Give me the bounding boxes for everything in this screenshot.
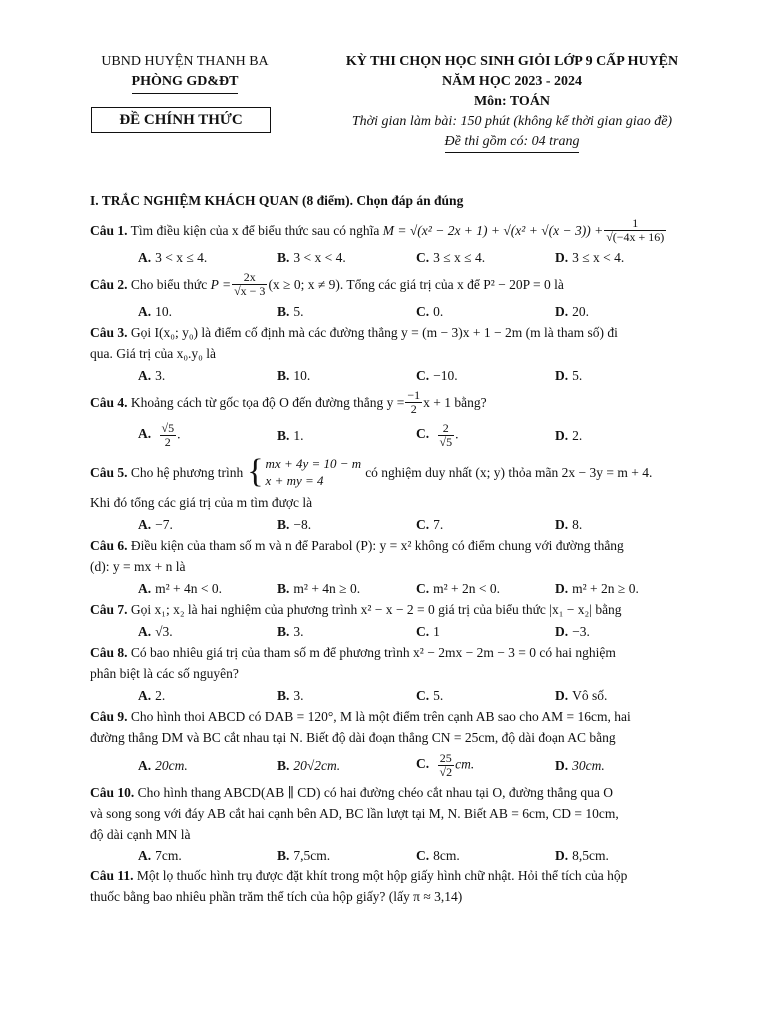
option-b[interactable]: B. m² + 4n ≥ 0. — [277, 580, 361, 596]
option-a[interactable]: A. m² + 4n < 0. — [138, 580, 223, 596]
fraction — [604, 217, 666, 244]
question-6-line-2: (d): y = mx + n là — [90, 559, 186, 574]
option-c[interactable]: C. 8cm. — [416, 847, 460, 863]
official-stamp-box: ĐỀ CHÍNH THỨC — [91, 107, 271, 133]
option-c[interactable]: C. $\frac{25}{√2}$ cm. — [416, 750, 475, 779]
question-3-line-2: qua. Giá trị của x₀.y₀ là — [90, 346, 216, 361]
answer-options — [90, 620, 714, 642]
equation-1: mx + 4y = 10 − m — [265, 456, 362, 471]
option-a[interactable]: A. $\frac{√5}{2}$ . — [138, 420, 181, 449]
fraction-numerator: −1 — [407, 387, 421, 402]
option-d[interactable]: D. Vô số. — [555, 687, 608, 703]
answer-options — [90, 513, 714, 535]
option-c[interactable]: C. 1 — [416, 623, 440, 639]
question-11-line-2: thuốc bằng bao nhiêu phần trăm thể tích của hộp giấy? (lấy π ≈ 3,14) — [90, 889, 463, 904]
fraction-denominator: √x − 3 — [234, 283, 266, 298]
option-b[interactable]: B. 1. — [277, 427, 304, 443]
option-c[interactable]: C. −10. — [416, 367, 458, 383]
option-b[interactable]: B. 20√2cm. — [277, 757, 341, 773]
subject: Môn: TOÁN — [473, 94, 551, 109]
question-8-line-2: phân biệt là các số nguyên? — [90, 666, 239, 681]
answer-options — [90, 364, 714, 386]
question-label: Câu 3. — [90, 325, 128, 340]
formula: M = √(x² − 2x + 1) + √(x² + √(x − 3)) + — [382, 222, 604, 238]
question-line-1: Gọi I(x₀; y₀) là điểm cố định mà các đường thẳng y = (m − 3)x + 1 − 2m (m là tham số) đi — [130, 325, 618, 340]
question-9 — [90, 706, 714, 727]
option-a[interactable]: A. 20cm. — [138, 757, 188, 773]
question-line-1: Cho hình thang ABCD(AB ∥ CD) có hai đường chéo cắt nhau tại O, đường thẳng qua O — [137, 785, 613, 800]
option-b[interactable]: B. 3. — [277, 687, 304, 703]
option-d[interactable]: D. 2. — [555, 427, 583, 443]
answer-options — [90, 845, 714, 865]
section-title: I. TRẮC NGHIỆM KHÁCH QUAN (8 điểm). Chọn đáp án đúng — [90, 193, 464, 208]
question-11 — [90, 865, 714, 886]
option-a[interactable]: A. 3 < x ≤ 4. — [138, 249, 208, 265]
question-10-line-2: và song song với đáy AB cắt hai cạnh bên AD, BC lần lượt tại M, N. Biết AB = 6cm, CD = 10cm, — [90, 806, 619, 821]
header-right — [300, 52, 724, 153]
school-year: NĂM HỌC 2023 - 2024 — [442, 74, 582, 89]
fraction — [405, 389, 422, 416]
option-d[interactable]: D. 20. — [555, 303, 589, 319]
org-name: UBND HUYỆN THANH BA — [101, 54, 269, 69]
question-label: Câu 6. — [90, 538, 128, 553]
option-b[interactable]: B. 10. — [277, 367, 311, 383]
option-a[interactable]: A. 7cm. — [138, 847, 182, 863]
equation-system: { mx + 4y = 10 − m x + my = 4 — [247, 453, 362, 490]
question-line-1: Cho hình thoi ABCD có DAB = 120°, M là một điểm trên cạnh AB sao cho AM = 16cm, hai — [130, 709, 631, 724]
question-label: Câu 8. — [90, 645, 128, 660]
option-a[interactable]: A. 10. — [138, 303, 172, 319]
option-c[interactable]: C. $\frac{2}{√5}$ . — [416, 420, 459, 449]
option-b[interactable]: B. 3 < x < 4. — [277, 249, 346, 265]
header-left — [80, 52, 290, 94]
question-text: Cho biểu thức — [130, 276, 208, 292]
option-d[interactable]: D. −3. — [555, 623, 590, 639]
answer-options — [90, 577, 714, 599]
fraction-numerator: 1 — [604, 217, 666, 231]
question-label: Câu 2. — [90, 276, 128, 292]
option-a[interactable]: A. 3. — [138, 367, 166, 383]
question-2 — [90, 268, 714, 300]
fraction-denominator: √(−4x + 16) — [606, 229, 665, 244]
answer-options — [90, 246, 714, 268]
option-b[interactable]: B. 3. — [277, 623, 304, 639]
question-text: Khoảng cách từ gốc tọa độ O đến đường thẳng y = — [130, 394, 405, 410]
question-line-1: Có bao nhiêu giá trị của tham số m để phương trình x² − 2mx − 2m − 3 = 0 có hai nghiệm — [130, 645, 616, 660]
question-text-tail: (x ≥ 0; x ≠ 9). Tổng các giá trị của x để P² − 20P = 0 là — [268, 276, 564, 292]
question-text-tail: x + 1 bằng? — [423, 394, 487, 410]
fraction-denominator: 2 — [410, 401, 417, 416]
option-a[interactable]: A. √3. — [138, 623, 173, 639]
question-6 — [90, 535, 714, 556]
question-7 — [90, 599, 714, 620]
question-3 — [90, 322, 714, 343]
question-10-line-3: độ dài cạnh MN là — [90, 827, 191, 842]
exam-title: KỲ THI CHỌN HỌC SINH GIỎI LỚP 9 CẤP HUYỆN — [345, 54, 679, 69]
question-line-1: Một lọ thuốc hình trụ được đặt khít trong một hộp giấy hình chữ nhật. Hỏi thể tích của hộp — [136, 868, 628, 883]
question-text: Tìm điều kiện của x để biểu thức sau có nghĩa — [130, 222, 380, 238]
answer-options — [90, 418, 714, 452]
question-9-line-2: đường thẳng DM và BC cắt nhau tại N. Biết độ dài đoạn thẳng CN = 25cm, độ dài đoạn AC bằng — [90, 730, 616, 745]
option-c[interactable]: C. 5. — [416, 687, 444, 703]
question-text-tail: có nghiệm duy nhất (x; y) thỏa mãn 2x − 3y = m + 4. — [365, 464, 653, 480]
equation-2: x + my = 4 — [265, 473, 324, 488]
option-d[interactable]: D. 30cm. — [555, 757, 605, 773]
page-count: Đề thi gồm có: 04 trang — [445, 132, 580, 153]
question-label: Câu 9. — [90, 709, 128, 724]
option-d[interactable]: D. 3 ≤ x < 4. — [555, 249, 625, 265]
option-d[interactable]: D. m² + 2n ≥ 0. — [555, 580, 639, 596]
option-c[interactable]: C. 0. — [416, 303, 444, 319]
question-label: Câu 10. — [90, 785, 135, 800]
question-label: Câu 7. — [90, 602, 128, 617]
question-label: Câu 1. — [90, 222, 128, 238]
question-label: Câu 5. — [90, 464, 128, 480]
question-5-line-2: Khi đó tổng các giá trị của m tìm được là — [90, 495, 313, 510]
option-d[interactable]: D. 8. — [555, 516, 583, 532]
question-line-1: Gọi x₁; x₂ là hai nghiệm của phương trình x² − x − 2 = 0 giá trị của biểu thức |x₁ − x₂| bằng — [130, 602, 622, 617]
option-c[interactable]: C. 3 ≤ x ≤ 4. — [416, 249, 486, 265]
question-label: Câu 11. — [90, 868, 134, 883]
answer-options — [90, 748, 714, 782]
question-label: Câu 4. — [90, 394, 128, 410]
question-line-1: Điều kiện của tham số m và n để Parabol (P): y = x² không có điểm chung với đường thẳng — [130, 538, 624, 553]
question-4 — [90, 386, 714, 418]
option-b[interactable]: B. 7,5cm. — [277, 847, 331, 863]
option-d[interactable]: D. 5. — [555, 367, 583, 383]
fraction — [232, 271, 267, 298]
answer-options — [90, 300, 714, 322]
option-b[interactable]: B. −8. — [277, 516, 312, 532]
option-a[interactable]: A. 2. — [138, 687, 166, 703]
question-text: Cho hệ phương trình — [130, 464, 244, 480]
question-8 — [90, 642, 714, 663]
question-1 — [90, 214, 714, 246]
answer-options — [90, 684, 714, 706]
option-b[interactable]: B. 5. — [277, 303, 304, 319]
exam-time: Thời gian làm bài: 150 phút (không kể thời gian giao đề) — [351, 114, 673, 129]
formula: P = — [210, 276, 232, 292]
fraction-numerator: 2x — [232, 271, 267, 285]
dept-name: PHÒNG GD&ĐT — [132, 72, 239, 94]
question-5 — [90, 452, 714, 492]
exam-content — [90, 190, 714, 907]
option-c[interactable]: C. 7. — [416, 516, 444, 532]
option-d[interactable]: D. 8,5cm. — [555, 847, 609, 863]
option-a[interactable]: A. −7. — [138, 516, 173, 532]
question-10 — [90, 782, 714, 803]
option-c[interactable]: C. m² + 2n < 0. — [416, 580, 501, 596]
